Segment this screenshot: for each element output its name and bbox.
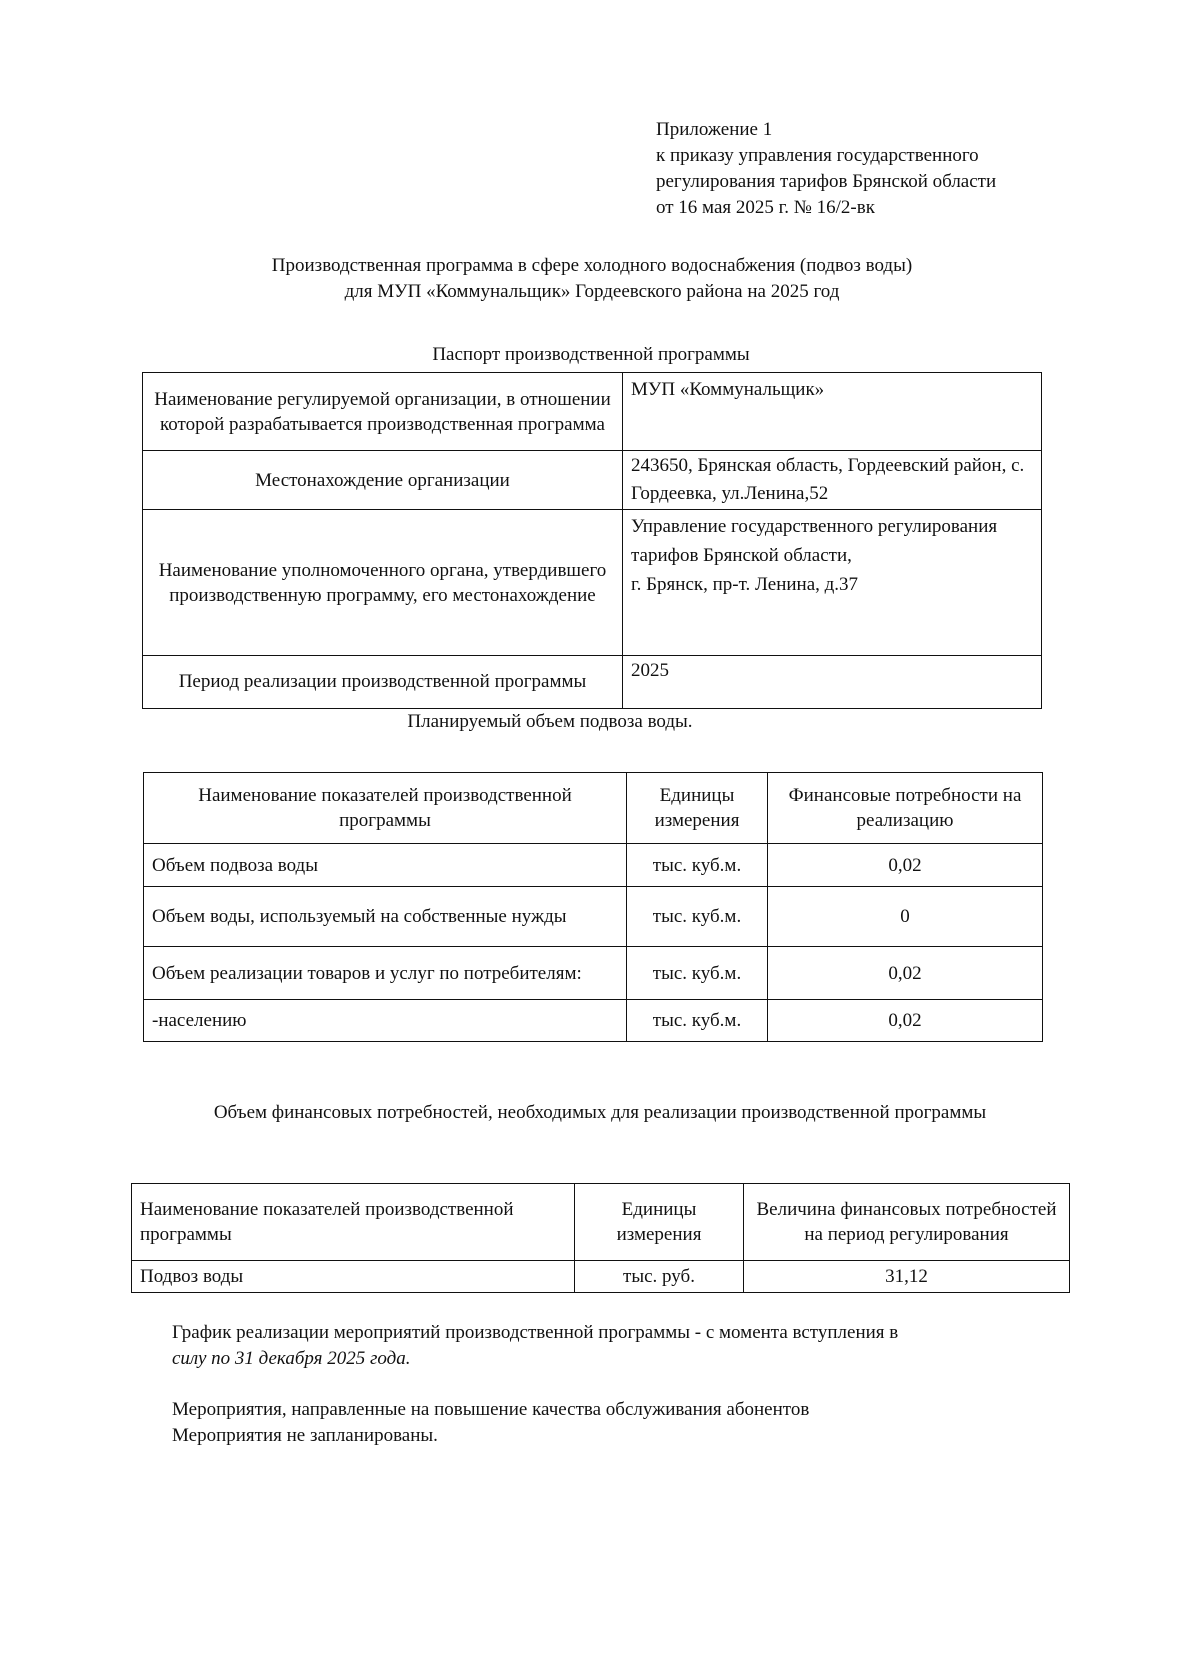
passport-label: Наименование уполномоченного органа, утвердившего производственную программу, его местонахождение (143, 510, 623, 656)
unit: тыс. куб.м. (627, 887, 768, 947)
column-header: Единицы измерения (575, 1184, 744, 1261)
passport-value (623, 510, 1042, 656)
column-header: Наименование показателей производственной программы (144, 773, 627, 844)
authority-address: г. Брянск, пр-т. Ленина, д.37 (631, 574, 859, 595)
schedule-text-italic: силу по 31 декабря 2025 года. (172, 1348, 411, 1369)
passport-table (142, 372, 1042, 709)
appendix-block (656, 117, 996, 221)
table-row (144, 844, 1043, 887)
authority-name: Управление государственного регулирования тарифов Брянской области, (631, 516, 998, 566)
passport-value: 243650, Брянская область, Гордеевский район, с. Гордеевка, ул.Ленина,52 (623, 451, 1042, 510)
finance-caption: Объем финансовых потребностей, необходимых для реализации производственной программы (213, 1102, 987, 1123)
appendix-line: регулирования тарифов Брянской области (656, 171, 997, 192)
indicator-name: Объем воды, используемый на собственные нужды (144, 887, 627, 947)
indicator-name: Объем подвоза воды (144, 844, 627, 887)
column-header: Величина финансовых потребностей на период регулирования (744, 1184, 1070, 1261)
finance-table (131, 1183, 1070, 1293)
table-row (132, 1261, 1070, 1293)
title-line: Производственная программа в сфере холодного водоснабжения (подвоз воды) (271, 255, 913, 276)
column-header: Финансовые потребности на реализацию (768, 773, 1043, 844)
measures-text: Мероприятия не запланированы. (172, 1425, 438, 1446)
passport-caption: Паспорт производственной программы (432, 344, 750, 365)
passport-value: МУП «Коммунальщик» (623, 373, 1042, 451)
passport-value: 2025 (623, 656, 1042, 709)
passport-label: Период реализации производственной программы (143, 656, 623, 709)
unit: тыс. куб.м. (627, 1000, 768, 1042)
volume-table (143, 772, 1043, 1042)
column-header: Наименование показателей производственной программы (132, 1184, 575, 1261)
schedule-paragraph (172, 1320, 1052, 1372)
passport-label: Наименование регулируемой организации, в отношении которой разрабатывается производственная программа (143, 373, 623, 451)
document-title (100, 253, 1084, 305)
value: 0,02 (768, 844, 1043, 887)
value: 0,02 (768, 947, 1043, 1000)
table-row (144, 947, 1043, 1000)
schedule-text: График реализации мероприятий производственной программы - с момента вступления в (172, 1322, 899, 1343)
table-header-row (144, 773, 1043, 844)
unit: тыс. куб.м. (627, 947, 768, 1000)
table-row (143, 656, 1042, 709)
value: 0,02 (768, 1000, 1043, 1042)
value: 0 (768, 887, 1043, 947)
volume-caption: Планируемый объем подвоза воды. (407, 711, 693, 732)
title-line: для МУП «Коммунальщик» Гордеевского района на 2025 год (344, 281, 840, 302)
unit: тыс. куб.м. (627, 844, 768, 887)
appendix-line: к приказу управления государственного (656, 145, 979, 166)
appendix-line: Приложение 1 (656, 119, 773, 140)
indicator-name: Подвоз воды (132, 1261, 575, 1293)
table-row (143, 510, 1042, 656)
appendix-line: от 16 мая 2025 г. № 16/2-вк (656, 197, 875, 218)
table-row (143, 451, 1042, 510)
measures-heading: Мероприятия, направленные на повышение качества обслуживания абонентов (172, 1399, 810, 1420)
unit: тыс. руб. (575, 1261, 744, 1293)
table-row (144, 1000, 1043, 1042)
value: 31,12 (744, 1261, 1070, 1293)
measures-paragraph (172, 1397, 1052, 1449)
indicator-name: Объем реализации товаров и услуг по потребителям: (144, 947, 627, 1000)
indicator-name: -населению (144, 1000, 627, 1042)
table-row (144, 887, 1043, 947)
table-header-row (132, 1184, 1070, 1261)
table-row (143, 373, 1042, 451)
passport-label: Местонахождение организации (143, 451, 623, 510)
column-header: Единицы измерения (627, 773, 768, 844)
